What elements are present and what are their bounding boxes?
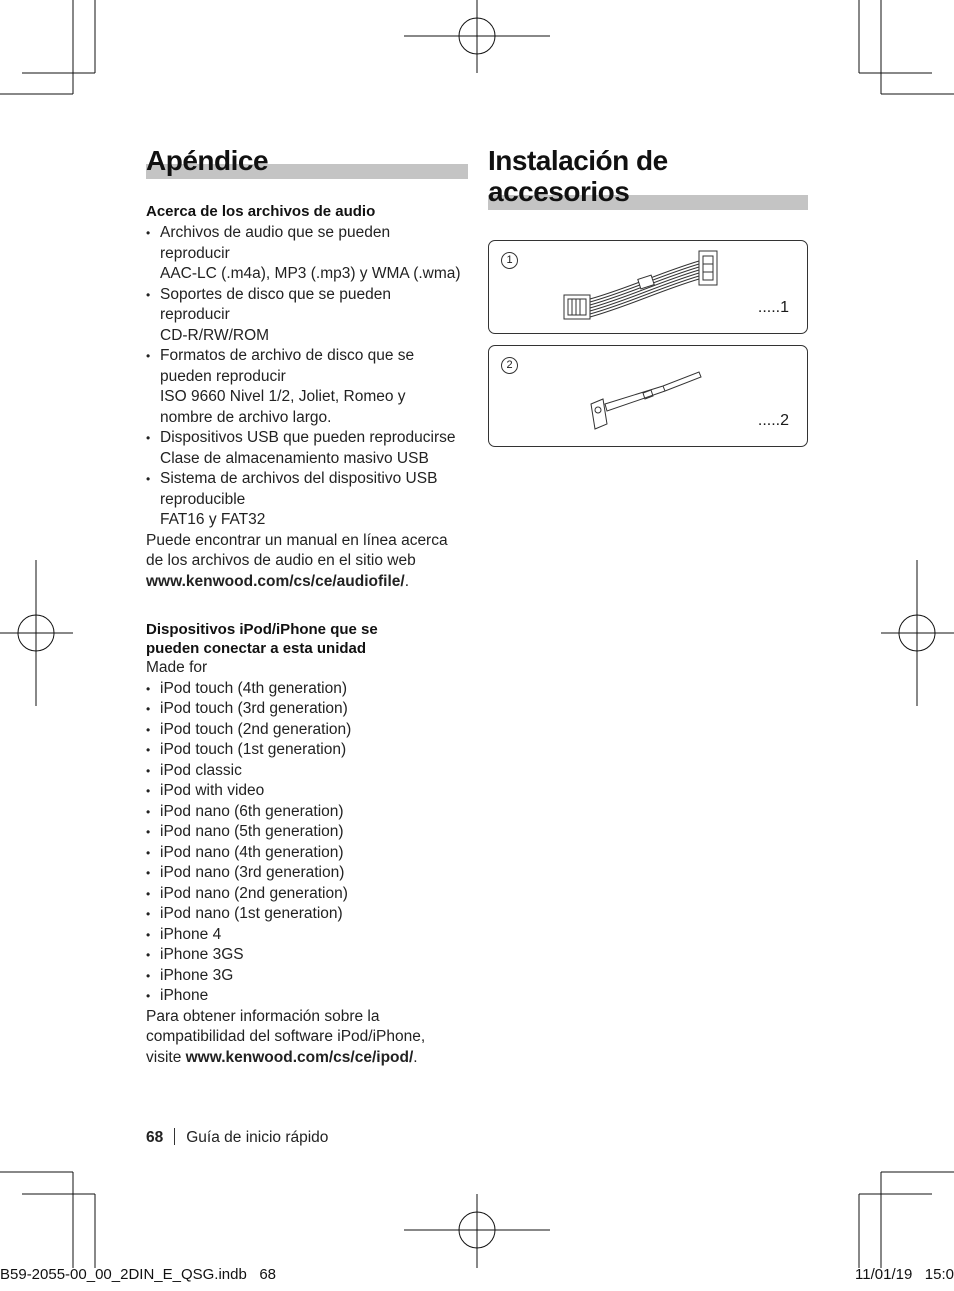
audio-list-line: • Soportes de disco que se pueden [160,285,391,303]
ipod-device-item: • iPod nano (2nd generation) [146,884,468,905]
audio-url-link[interactable]: www.kenwood.com/cs/ce/audiofile/ [146,572,405,590]
audio-list-line: reproducir [160,306,230,323]
ipod-note-line: Para obtener información sobre la [146,1007,380,1025]
ipod-device-item: • iPod touch (3rd generation) [146,699,468,720]
audio-files-list [146,223,468,531]
accessory-number-1: 1 [501,252,518,269]
ipod-heading [146,620,468,658]
ipod-device-item: • iPod touch (4th generation) [146,679,468,700]
ipod-heading-line: Dispositivos iPod/iPhone que se [146,621,378,638]
ipod-note-line: compatibilidad del software iPod/iPhone, [146,1028,426,1045]
extraction-key-icon [583,366,713,436]
print-slug-date: 11/01/19 15:0 [855,1266,954,1283]
accessory-box-1 [488,240,808,334]
guide-title: Guía de inicio rápido [186,1129,329,1146]
audio-list-item [146,469,468,531]
ipod-device-item: • iPhone 4 [146,925,468,946]
appendix-title-block [146,145,468,176]
audio-list-line: AAC-LC (.m4a), MP3 (.mp3) y WMA (.wma) [160,265,461,282]
audio-list-line: • Archivos de audio que se pueden [160,224,391,241]
audio-list-line: reproducir [160,244,230,262]
ipod-device-item: • iPod nano (4th generation) [146,843,468,864]
made-for-label: Made for [146,659,208,676]
appendix-title: Apéndice [146,145,269,176]
audio-note [146,531,468,593]
page-footer [146,1128,328,1148]
ipod-note-end: . [413,1048,418,1066]
ipod-device-item: • iPod nano (6th generation) [146,802,468,823]
audio-list-line: ISO 9660 Nivel 1/2, Joliet, Romeo y [160,388,406,405]
accessory-quantity-1: .....1 [757,299,789,316]
ipod-device-item: • iPhone 3GS [146,945,468,966]
audio-note-line: de los archivos de audio en el sitio web [146,552,416,569]
accessory-box-2 [488,345,808,447]
accessories-title-line: accesorios [488,176,630,207]
audio-note-line: Puede encontrar un manual en línea acerca [146,531,448,549]
audio-list-line: • Sistema de archivos del dispositivo USB [160,470,438,487]
audio-list-line: Clase de almacenamiento masivo USB [160,449,429,467]
audio-list-item [146,285,468,347]
ipod-device-item: • iPhone [146,986,468,1007]
accessories-column [488,145,808,429]
accessory-quantity-2: .....2 [757,412,789,429]
ipod-device-item: • iPod with video [146,781,468,802]
audio-note-end: . [404,572,409,590]
accessories-title-block [488,145,808,207]
ipod-device-list [146,679,468,1007]
page-number: 68 [146,1129,164,1146]
footer-separator [174,1128,175,1145]
audio-list-line: CD-R/RW/ROM [160,326,270,344]
audio-list-line: • Formatos de archivo de disco que se [160,347,415,364]
appendix-column [146,145,468,1068]
audio-list-item [146,223,468,285]
wiring-harness-icon [559,243,729,333]
ipod-device-item: • iPod nano (1st generation) [146,904,468,925]
ipod-device-item: • iPod touch (2nd generation) [146,720,468,741]
ipod-device-item: • iPod nano (5th generation) [146,822,468,843]
ipod-url-link[interactable]: www.kenwood.com/cs/ce/ipod/ [185,1048,414,1066]
ipod-device-item: • iPod touch (1st generation) [146,740,468,761]
accessories-title-line: Instalación de [488,145,668,176]
audio-list-item [146,346,468,428]
ipod-heading-line: pueden conectar a esta unidad [146,640,367,657]
ipod-note-prefix: visite [146,1048,186,1066]
ipod-device-item: • iPhone 3G [146,966,468,987]
ipod-device-item: • iPod classic [146,761,468,782]
audio-files-heading: Acerca de los archivos de audio [146,203,376,220]
audio-list-line: reproducible [160,490,246,508]
ipod-note [146,1007,468,1069]
audio-list-item [146,428,468,469]
ipod-device-item: • iPod nano (3rd generation) [146,863,468,884]
audio-list-line: • Dispositivos USB que pueden reproducirse [160,429,456,446]
audio-list-line: nombre de archivo largo. [160,408,332,426]
audio-list-line: pueden reproducir [160,367,286,385]
print-slug-file: B59-2055-00_00_2DIN_E_QSG.indb 68 [0,1266,277,1283]
accessory-number-2: 2 [501,357,518,374]
audio-list-line: FAT16 y FAT32 [160,511,266,528]
